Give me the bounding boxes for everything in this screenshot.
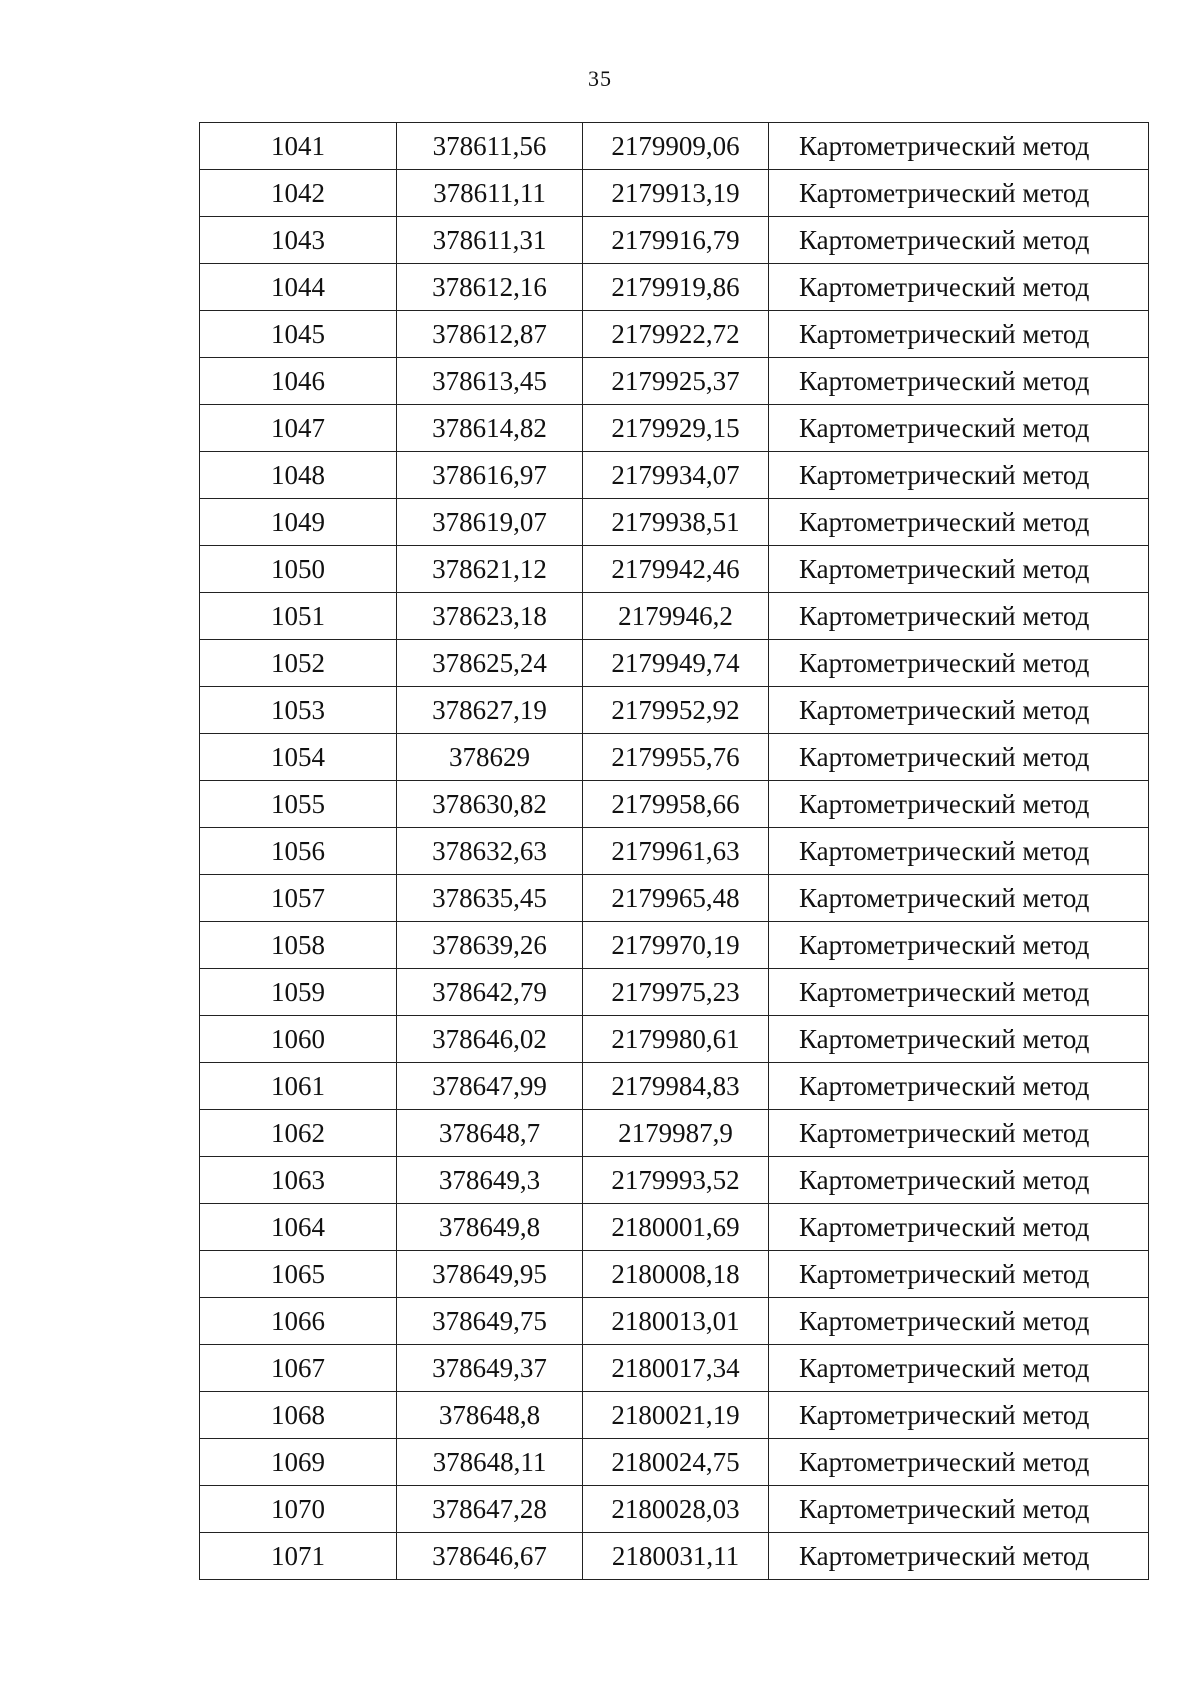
x-coordinate-cell: 378649,8: [397, 1204, 583, 1251]
x-coordinate-cell: 378629: [397, 734, 583, 781]
x-coordinate-cell: 378611,31: [397, 217, 583, 264]
method-cell: Картометрический метод: [769, 922, 1149, 969]
point-number-cell: 1070: [200, 1486, 397, 1533]
y-coordinate-cell: 2180024,75: [583, 1439, 769, 1486]
table-row: [200, 1298, 1149, 1345]
point-number-cell: 1064: [200, 1204, 397, 1251]
table-row: [200, 734, 1149, 781]
y-coordinate-cell: 2180031,11: [583, 1533, 769, 1580]
x-coordinate-cell: 378646,67: [397, 1533, 583, 1580]
point-number-cell: 1057: [200, 875, 397, 922]
point-number-cell: 1065: [200, 1251, 397, 1298]
table-row: [200, 969, 1149, 1016]
point-number-cell: 1059: [200, 969, 397, 1016]
point-number-cell: 1041: [200, 123, 397, 170]
point-number-cell: 1046: [200, 358, 397, 405]
method-cell: Картометрический метод: [769, 640, 1149, 687]
coordinates-table: [199, 122, 1149, 1580]
x-coordinate-cell: 378632,63: [397, 828, 583, 875]
point-number-cell: 1048: [200, 452, 397, 499]
table-row: [200, 1204, 1149, 1251]
y-coordinate-cell: 2180001,69: [583, 1204, 769, 1251]
y-coordinate-cell: 2179938,51: [583, 499, 769, 546]
y-coordinate-cell: 2179909,06: [583, 123, 769, 170]
x-coordinate-cell: 378611,56: [397, 123, 583, 170]
y-coordinate-cell: 2179929,15: [583, 405, 769, 452]
x-coordinate-cell: 378621,12: [397, 546, 583, 593]
point-number-cell: 1044: [200, 264, 397, 311]
y-coordinate-cell: 2179952,92: [583, 687, 769, 734]
x-coordinate-cell: 378648,8: [397, 1392, 583, 1439]
table-row: [200, 1345, 1149, 1392]
method-cell: Картометрический метод: [769, 1533, 1149, 1580]
table-row: [200, 593, 1149, 640]
method-cell: Картометрический метод: [769, 1345, 1149, 1392]
y-coordinate-cell: 2180028,03: [583, 1486, 769, 1533]
method-cell: Картометрический метод: [769, 1298, 1149, 1345]
point-number-cell: 1062: [200, 1110, 397, 1157]
point-number-cell: 1068: [200, 1392, 397, 1439]
method-cell: Картометрический метод: [769, 1157, 1149, 1204]
y-coordinate-cell: 2179958,66: [583, 781, 769, 828]
y-coordinate-cell: 2179975,23: [583, 969, 769, 1016]
x-coordinate-cell: 378639,26: [397, 922, 583, 969]
table-row: [200, 405, 1149, 452]
method-cell: Картометрический метод: [769, 358, 1149, 405]
point-number-cell: 1071: [200, 1533, 397, 1580]
method-cell: Картометрический метод: [769, 828, 1149, 875]
x-coordinate-cell: 378649,37: [397, 1345, 583, 1392]
point-number-cell: 1060: [200, 1016, 397, 1063]
x-coordinate-cell: 378642,79: [397, 969, 583, 1016]
method-cell: Картометрический метод: [769, 1110, 1149, 1157]
x-coordinate-cell: 378614,82: [397, 405, 583, 452]
table-row: [200, 1063, 1149, 1110]
point-number-cell: 1051: [200, 593, 397, 640]
y-coordinate-cell: 2179922,72: [583, 311, 769, 358]
y-coordinate-cell: 2179946,2: [583, 593, 769, 640]
x-coordinate-cell: 378616,97: [397, 452, 583, 499]
y-coordinate-cell: 2179919,86: [583, 264, 769, 311]
x-coordinate-cell: 378648,11: [397, 1439, 583, 1486]
y-coordinate-cell: 2179965,48: [583, 875, 769, 922]
table-row: [200, 499, 1149, 546]
y-coordinate-cell: 2180021,19: [583, 1392, 769, 1439]
table-row: [200, 828, 1149, 875]
x-coordinate-cell: 378630,82: [397, 781, 583, 828]
table-row: [200, 217, 1149, 264]
method-cell: Картометрический метод: [769, 1251, 1149, 1298]
method-cell: Картометрический метод: [769, 546, 1149, 593]
table-row: [200, 1251, 1149, 1298]
point-number-cell: 1067: [200, 1345, 397, 1392]
table-row: [200, 922, 1149, 969]
x-coordinate-cell: 378623,18: [397, 593, 583, 640]
point-number-cell: 1045: [200, 311, 397, 358]
method-cell: Картометрический метод: [769, 734, 1149, 781]
x-coordinate-cell: 378619,07: [397, 499, 583, 546]
y-coordinate-cell: 2179961,63: [583, 828, 769, 875]
method-cell: Картометрический метод: [769, 264, 1149, 311]
point-number-cell: 1056: [200, 828, 397, 875]
method-cell: Картометрический метод: [769, 499, 1149, 546]
y-coordinate-cell: 2179913,19: [583, 170, 769, 217]
method-cell: Картометрический метод: [769, 311, 1149, 358]
x-coordinate-cell: 378611,11: [397, 170, 583, 217]
y-coordinate-cell: 2180017,34: [583, 1345, 769, 1392]
point-number-cell: 1049: [200, 499, 397, 546]
x-coordinate-cell: 378612,16: [397, 264, 583, 311]
point-number-cell: 1042: [200, 170, 397, 217]
x-coordinate-cell: 378647,99: [397, 1063, 583, 1110]
y-coordinate-cell: 2179987,9: [583, 1110, 769, 1157]
y-coordinate-cell: 2179980,61: [583, 1016, 769, 1063]
x-coordinate-cell: 378649,95: [397, 1251, 583, 1298]
x-coordinate-cell: 378649,3: [397, 1157, 583, 1204]
y-coordinate-cell: 2179934,07: [583, 452, 769, 499]
table-row: [200, 687, 1149, 734]
table-row: [200, 358, 1149, 405]
point-number-cell: 1063: [200, 1157, 397, 1204]
method-cell: Картометрический метод: [769, 1016, 1149, 1063]
x-coordinate-cell: 378612,87: [397, 311, 583, 358]
point-number-cell: 1047: [200, 405, 397, 452]
method-cell: Картометрический метод: [769, 170, 1149, 217]
table-row: [200, 640, 1149, 687]
y-coordinate-cell: 2180013,01: [583, 1298, 769, 1345]
table-row: [200, 781, 1149, 828]
method-cell: Картометрический метод: [769, 593, 1149, 640]
y-coordinate-cell: 2179942,46: [583, 546, 769, 593]
y-coordinate-cell: 2180008,18: [583, 1251, 769, 1298]
method-cell: Картометрический метод: [769, 1439, 1149, 1486]
x-coordinate-cell: 378613,45: [397, 358, 583, 405]
table-row: [200, 546, 1149, 593]
method-cell: Картометрический метод: [769, 452, 1149, 499]
table-row: [200, 170, 1149, 217]
method-cell: Картометрический метод: [769, 123, 1149, 170]
point-number-cell: 1055: [200, 781, 397, 828]
table-row: [200, 1157, 1149, 1204]
method-cell: Картометрический метод: [769, 405, 1149, 452]
table-row: [200, 1533, 1149, 1580]
x-coordinate-cell: 378627,19: [397, 687, 583, 734]
method-cell: Картометрический метод: [769, 781, 1149, 828]
y-coordinate-cell: 2179993,52: [583, 1157, 769, 1204]
table-row: [200, 1439, 1149, 1486]
method-cell: Картометрический метод: [769, 1392, 1149, 1439]
table-row: [200, 1016, 1149, 1063]
x-coordinate-cell: 378635,45: [397, 875, 583, 922]
method-cell: Картометрический метод: [769, 1486, 1149, 1533]
table-row: [200, 123, 1149, 170]
x-coordinate-cell: 378625,24: [397, 640, 583, 687]
table-row: [200, 1486, 1149, 1533]
point-number-cell: 1053: [200, 687, 397, 734]
method-cell: Картометрический метод: [769, 1204, 1149, 1251]
x-coordinate-cell: 378649,75: [397, 1298, 583, 1345]
y-coordinate-cell: 2179970,19: [583, 922, 769, 969]
x-coordinate-cell: 378646,02: [397, 1016, 583, 1063]
method-cell: Картометрический метод: [769, 687, 1149, 734]
point-number-cell: 1054: [200, 734, 397, 781]
point-number-cell: 1069: [200, 1439, 397, 1486]
point-number-cell: 1058: [200, 922, 397, 969]
table-row: [200, 875, 1149, 922]
method-cell: Картометрический метод: [769, 969, 1149, 1016]
point-number-cell: 1043: [200, 217, 397, 264]
point-number-cell: 1052: [200, 640, 397, 687]
method-cell: Картометрический метод: [769, 217, 1149, 264]
y-coordinate-cell: 2179984,83: [583, 1063, 769, 1110]
y-coordinate-cell: 2179925,37: [583, 358, 769, 405]
y-coordinate-cell: 2179916,79: [583, 217, 769, 264]
method-cell: Картометрический метод: [769, 1063, 1149, 1110]
x-coordinate-cell: 378647,28: [397, 1486, 583, 1533]
method-cell: Картометрический метод: [769, 875, 1149, 922]
point-number-cell: 1050: [200, 546, 397, 593]
page-number: 35: [588, 66, 612, 91]
y-coordinate-cell: 2179955,76: [583, 734, 769, 781]
point-number-cell: 1061: [200, 1063, 397, 1110]
table-row: [200, 452, 1149, 499]
coordinates-table-body: [200, 123, 1149, 1580]
table-row: [200, 311, 1149, 358]
table-row: [200, 1110, 1149, 1157]
x-coordinate-cell: 378648,7: [397, 1110, 583, 1157]
point-number-cell: 1066: [200, 1298, 397, 1345]
table-row: [200, 1392, 1149, 1439]
table-row: [200, 264, 1149, 311]
y-coordinate-cell: 2179949,74: [583, 640, 769, 687]
